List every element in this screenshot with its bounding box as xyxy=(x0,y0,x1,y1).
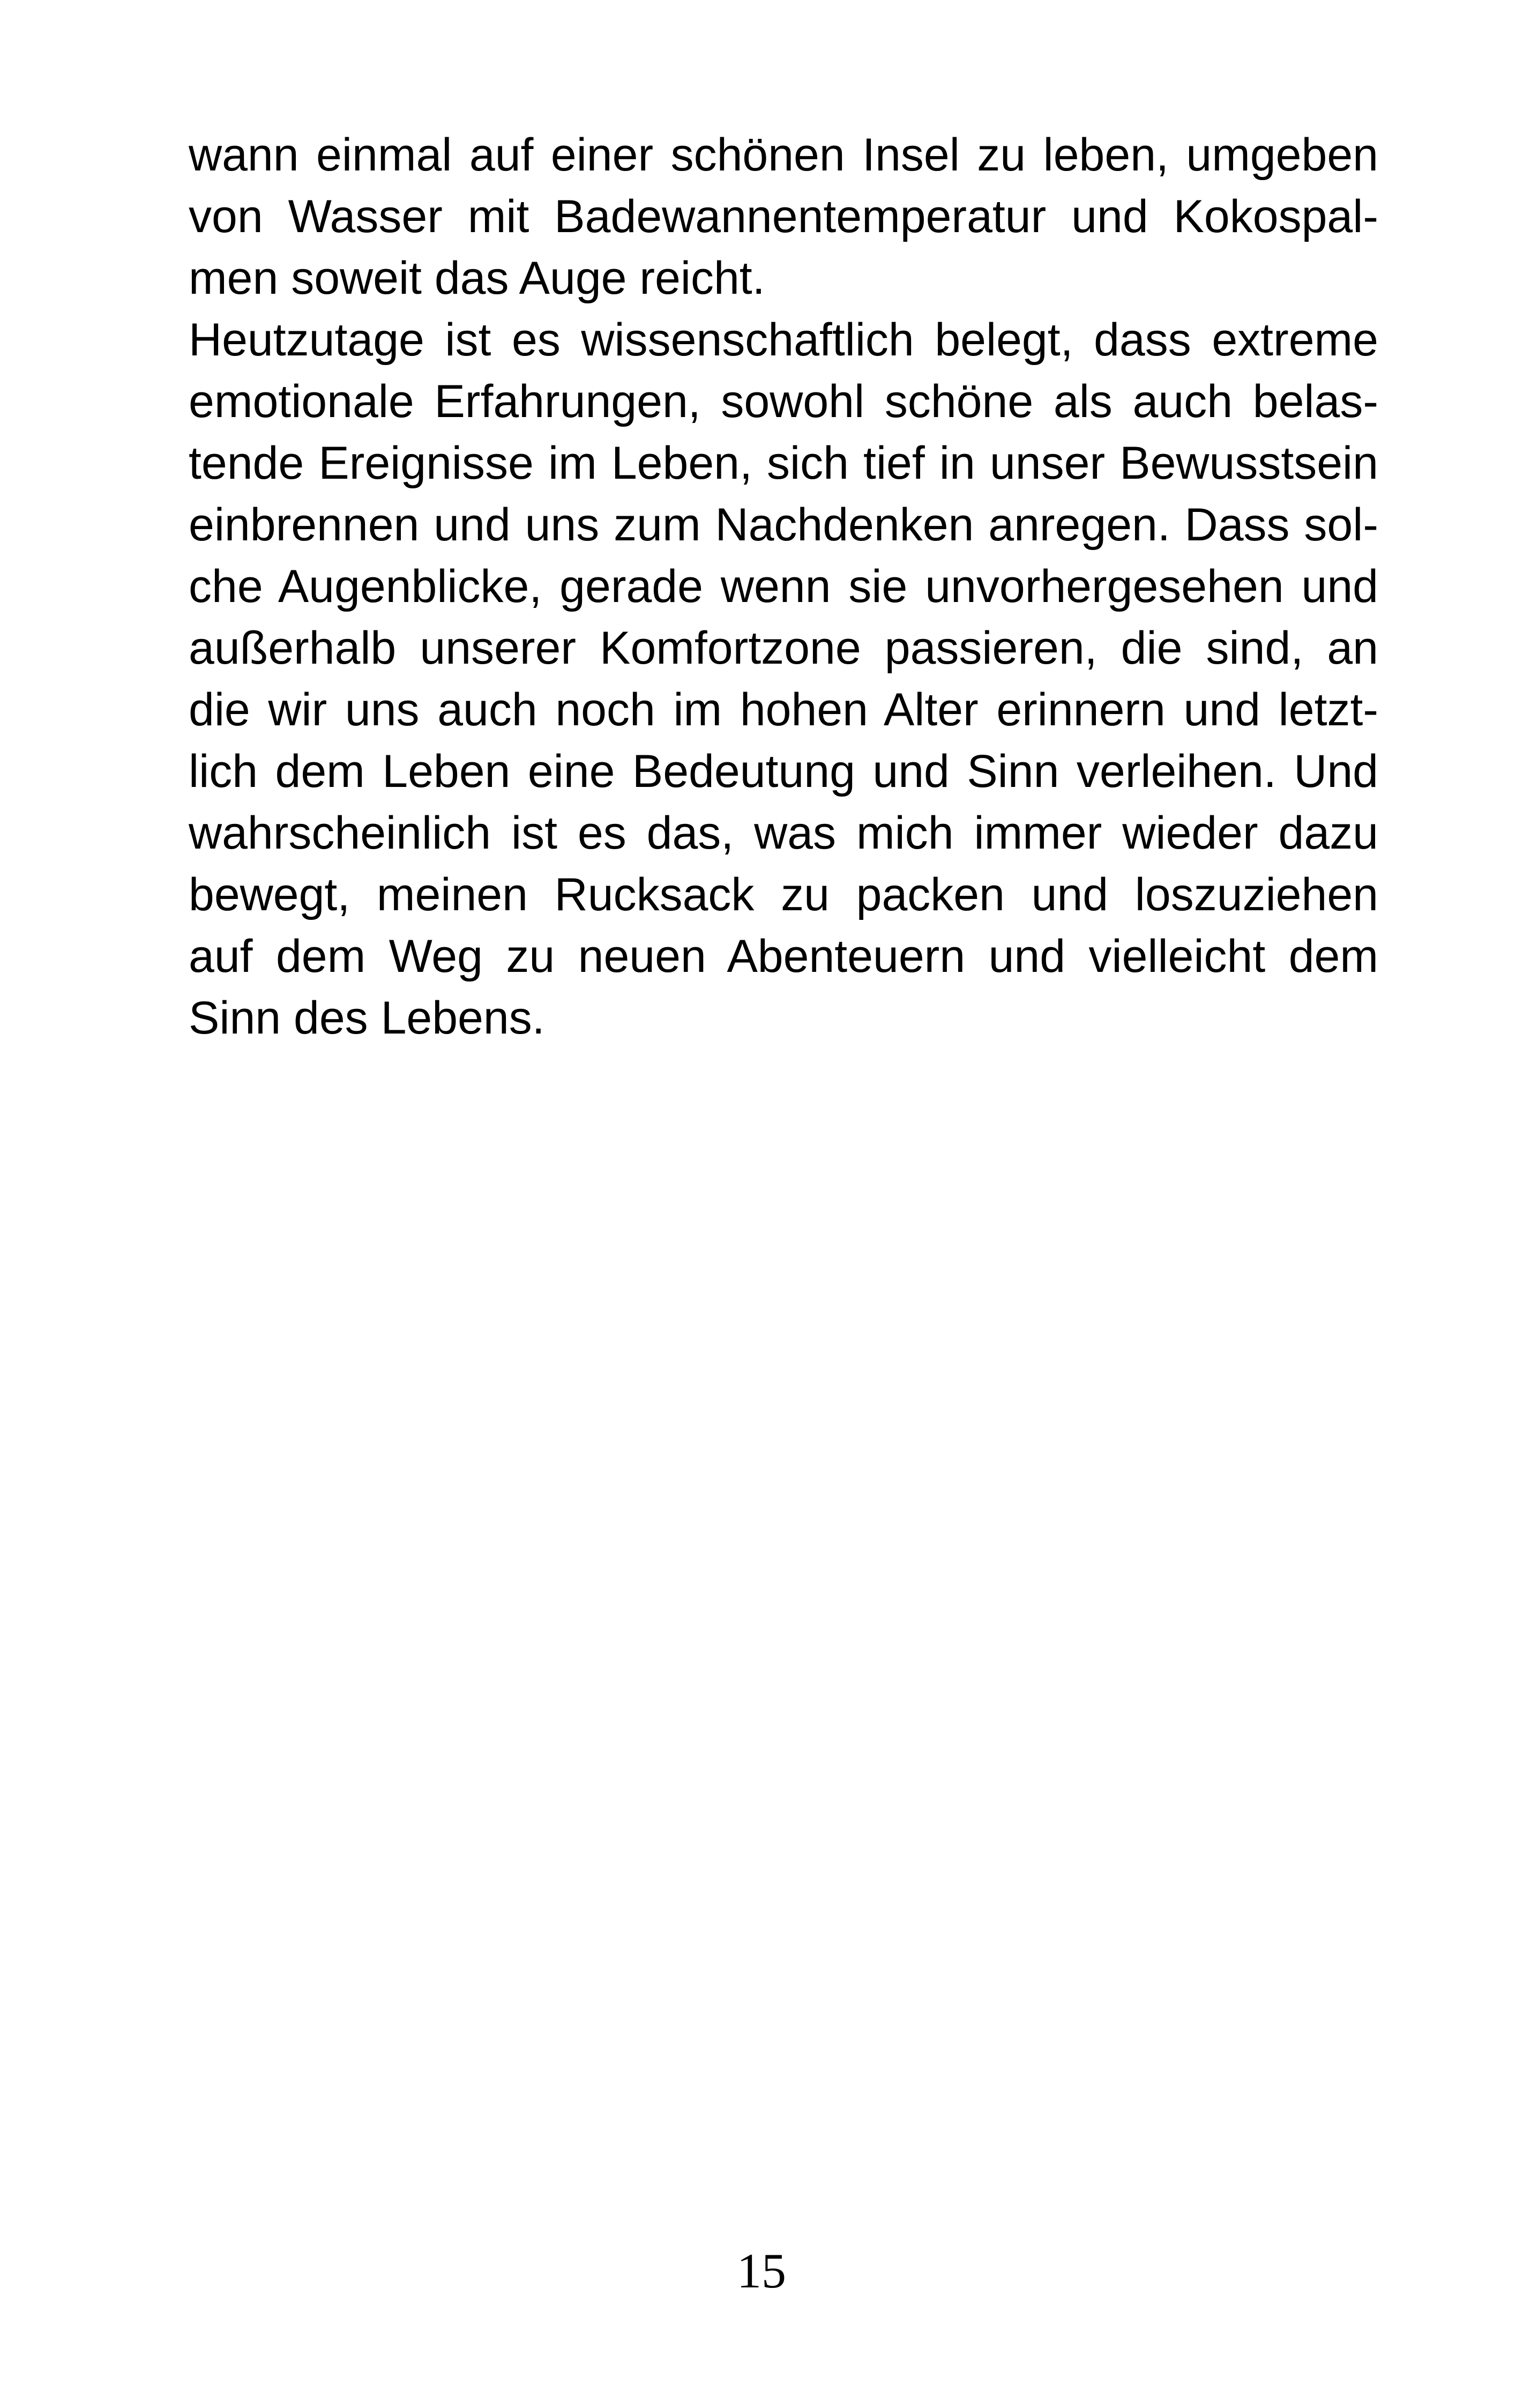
text-line: Heutzutage ist es wissenschaftlich belegt, dass extreme xyxy=(189,314,1378,366)
text-line: die wir uns auch noch im hohen Alter erinnern und letzt- xyxy=(189,684,1378,735)
text-line: wann einmal auf einer schönen Insel zu leben, umgeben xyxy=(189,129,1378,181)
text-line: lich dem Leben eine Bedeutung und Sinn verleihen. Und xyxy=(189,746,1378,797)
text-line: emotionale Erfahrungen, sowohl schöne als auch belas- xyxy=(189,376,1378,427)
text-line: Sinn des Lebens. xyxy=(189,992,545,1044)
text-line: che Augenblicke, gerade wenn sie unvorhergesehen und xyxy=(189,561,1378,612)
text-line: auf dem Weg zu neuen Abenteuern und vielleicht dem xyxy=(189,931,1378,982)
page-number: 15 xyxy=(737,2243,786,2298)
text-line: von Wasser mit Badewannentemperatur und Kokospal- xyxy=(189,191,1378,242)
text-line: einbrennen und uns zum Nachdenken anregen. Dass sol- xyxy=(189,499,1378,551)
text-line: tende Ereignisse im Leben, sich tief in unser Bewusstsein xyxy=(189,437,1378,489)
body-text xyxy=(189,124,1378,1049)
paragraph-1 xyxy=(189,124,1378,309)
text-line: bewegt, meinen Rucksack zu packen und loszuziehen xyxy=(189,869,1378,920)
paragraph-2 xyxy=(189,309,1378,1049)
text-line: men soweit das Auge reicht. xyxy=(189,252,765,304)
text-line: außerhalb unserer Komfortzone passieren, die sind, an xyxy=(189,622,1378,674)
text-line: wahrscheinlich ist es das, was mich immer wieder dazu xyxy=(189,807,1378,859)
